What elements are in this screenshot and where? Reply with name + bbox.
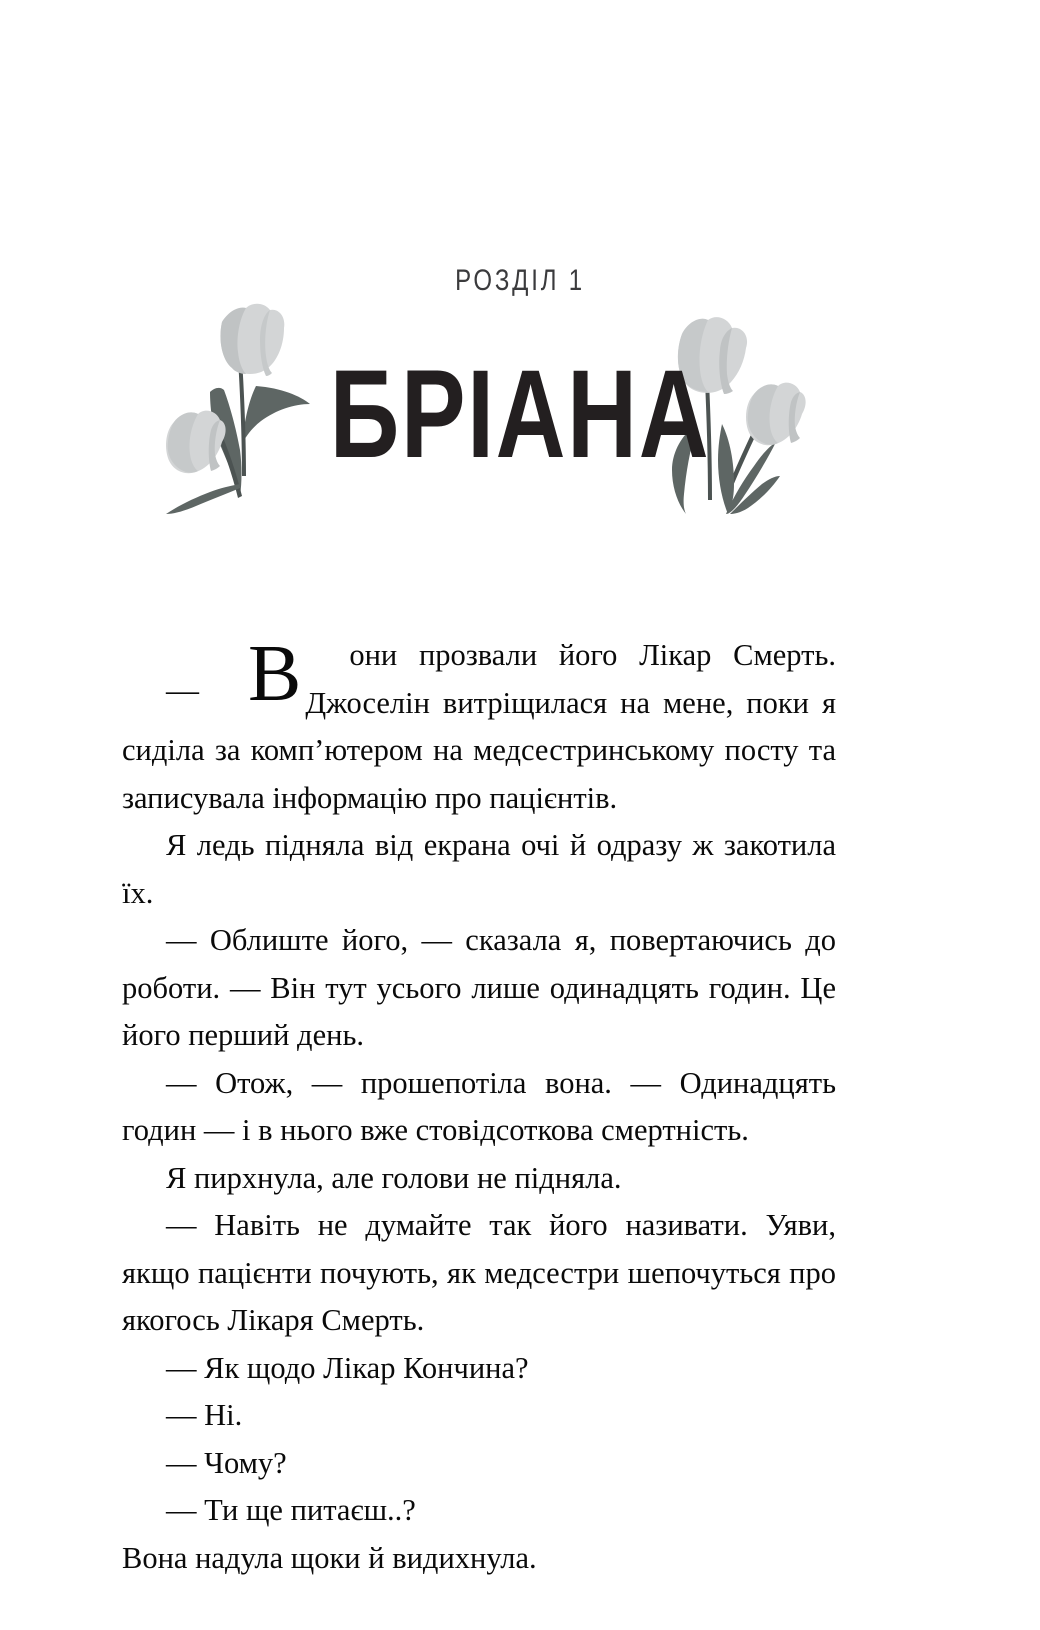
paragraph-3: — Облиште його, — сказала я, повертаючись до роботи. — Він тут усього лише одинадцять годин. Це його перший день. xyxy=(122,923,836,1052)
paragraph-10: — Ти ще питаєш..? xyxy=(166,1493,416,1527)
dropcap-dash: — xyxy=(166,673,199,709)
paragraph-5: Я пирхнула, але голови не підняла. xyxy=(166,1160,622,1195)
paragraph-4: — Отож, — прошепотіла вона. — Одинадцять годин — і в нього вже стовідсоткова смертність. xyxy=(122,1065,836,1147)
paragraph-6: — Навіть не думайте так його називати. Уяви, якщо пацієнти почують, як медсестри шепочуться про якогось Лікаря Смерть. xyxy=(122,1208,836,1337)
paragraph-7: — Як щодо Лікар Кончина? xyxy=(166,1350,529,1385)
chapter-body-text xyxy=(122,632,836,1582)
chapter-title: БРІАНА xyxy=(329,344,711,485)
paragraph-opening xyxy=(122,632,836,822)
paragraph-8: — Ні. xyxy=(166,1398,243,1432)
paragraph-2: Я ледь підняла від екрана очі й одразу ж закотила їх. xyxy=(122,828,836,910)
dropcap-group xyxy=(122,630,302,718)
paragraph-text: они прозвали його Лікар Смерть. Джоселін витріщилася на мене, поки я сиділа за комп’ютером на медсестринському посту та записувала інформацію про пацієнтів. xyxy=(122,638,836,815)
paragraph-11: Вона надула щоки й видихнула. xyxy=(122,1540,537,1575)
paragraph-9: — Чому? xyxy=(166,1445,287,1480)
dropcap-letter: В xyxy=(248,630,302,718)
chapter-label: РОЗДІЛ 1 xyxy=(455,264,585,297)
